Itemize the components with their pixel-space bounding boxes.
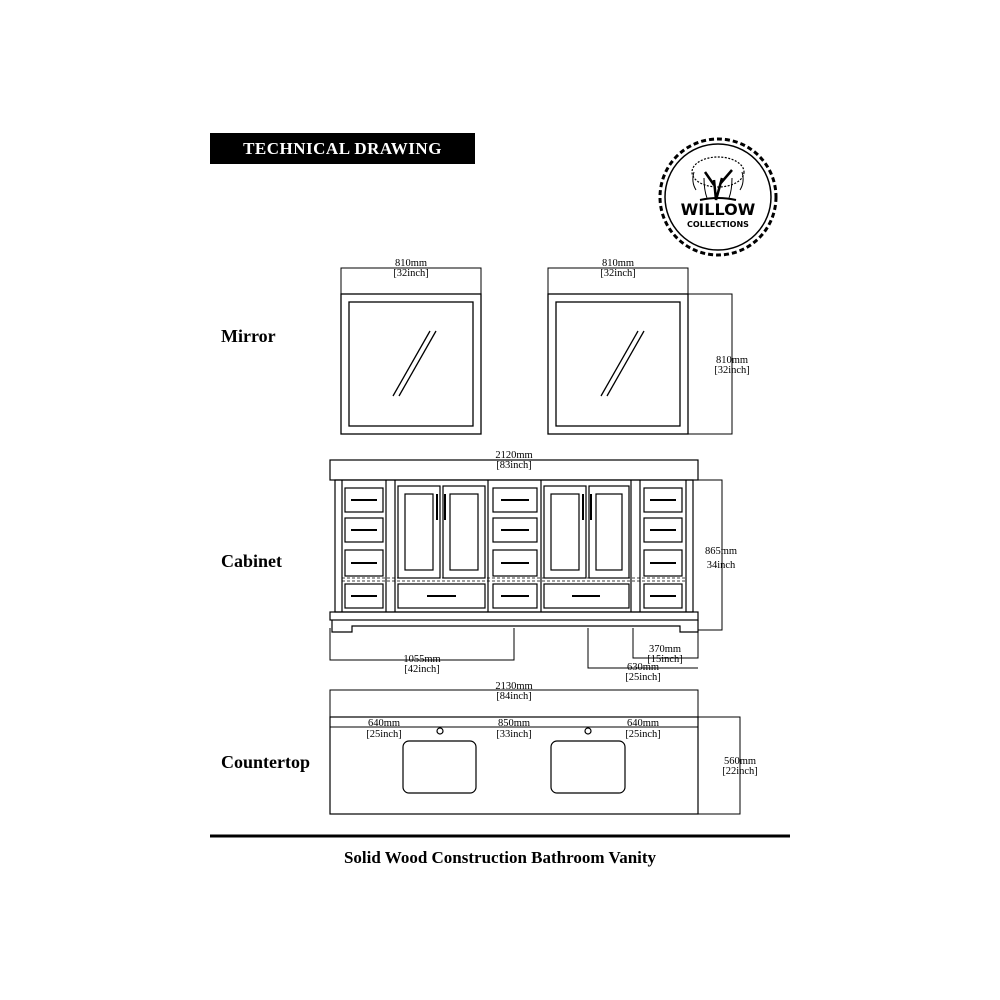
dim-cabinet-height-in: 34inch <box>706 560 736 571</box>
dim-cabinet-depth-inner-mm: 370mm <box>648 644 682 655</box>
dim-counter-depth-in: [22inch] <box>722 766 758 777</box>
section-label-cabinet: Cabinet <box>221 551 283 571</box>
tree-icon <box>692 157 744 200</box>
dim-cabinet-depth-mm: 630mm <box>626 662 660 673</box>
section-label-mirror: Mirror <box>221 326 276 346</box>
dim-counter-right-in: [25inch] <box>625 729 661 740</box>
cabinet <box>330 460 698 632</box>
logo-sub: COLLECTIONS <box>687 220 749 229</box>
mirror-left <box>341 294 481 434</box>
willow-logo <box>660 139 776 255</box>
dim-mirror-right-width-mm: 810mm <box>601 258 635 269</box>
dim-mirror-left-width-mm: 810mm <box>394 258 428 269</box>
dim-cabinet-depth-inner-in: [15inch] <box>647 654 683 665</box>
dim-mirror-right-width-in: [32inch] <box>600 268 636 279</box>
dim-cabinet-height-mm: 865mm <box>704 546 738 557</box>
mirror-right <box>548 294 688 434</box>
section-label-countertop: Countertop <box>221 752 310 772</box>
dim-cabinet-half-in: [42inch] <box>404 664 440 675</box>
dim-counter-width-mm: 2130mm <box>495 681 533 692</box>
dim-mirror-height-mm: 810mm <box>715 355 749 366</box>
dim-counter-left-mm: 640mm <box>367 718 401 729</box>
footer-caption: Solid Wood Construction Bathroom Vanity <box>343 848 657 867</box>
dim-cabinet-width-mm: 2120mm <box>495 450 533 461</box>
dim-cabinet-depth-in: [25inch] <box>625 672 661 683</box>
dim-cabinet-width-in: [83inch] <box>496 460 532 471</box>
dim-counter-left-in: [25inch] <box>366 729 402 740</box>
dim-mirror-left-width-in: [32inch] <box>393 268 429 279</box>
logo-brand: WILLOW <box>680 200 756 219</box>
dim-mirror-height-in: [32inch] <box>714 365 750 376</box>
page-title: TECHNICAL DRAWING <box>210 133 475 164</box>
dim-counter-depth-mm: 560mm <box>723 756 757 767</box>
dim-counter-width-in: [84inch] <box>496 691 532 702</box>
dim-counter-right-mm: 640mm <box>626 718 660 729</box>
dim-cabinet-half-mm: 1055mm <box>403 654 441 665</box>
dim-counter-mid-in: [33inch] <box>496 729 532 740</box>
dim-counter-mid-mm: 850mm <box>497 718 531 729</box>
